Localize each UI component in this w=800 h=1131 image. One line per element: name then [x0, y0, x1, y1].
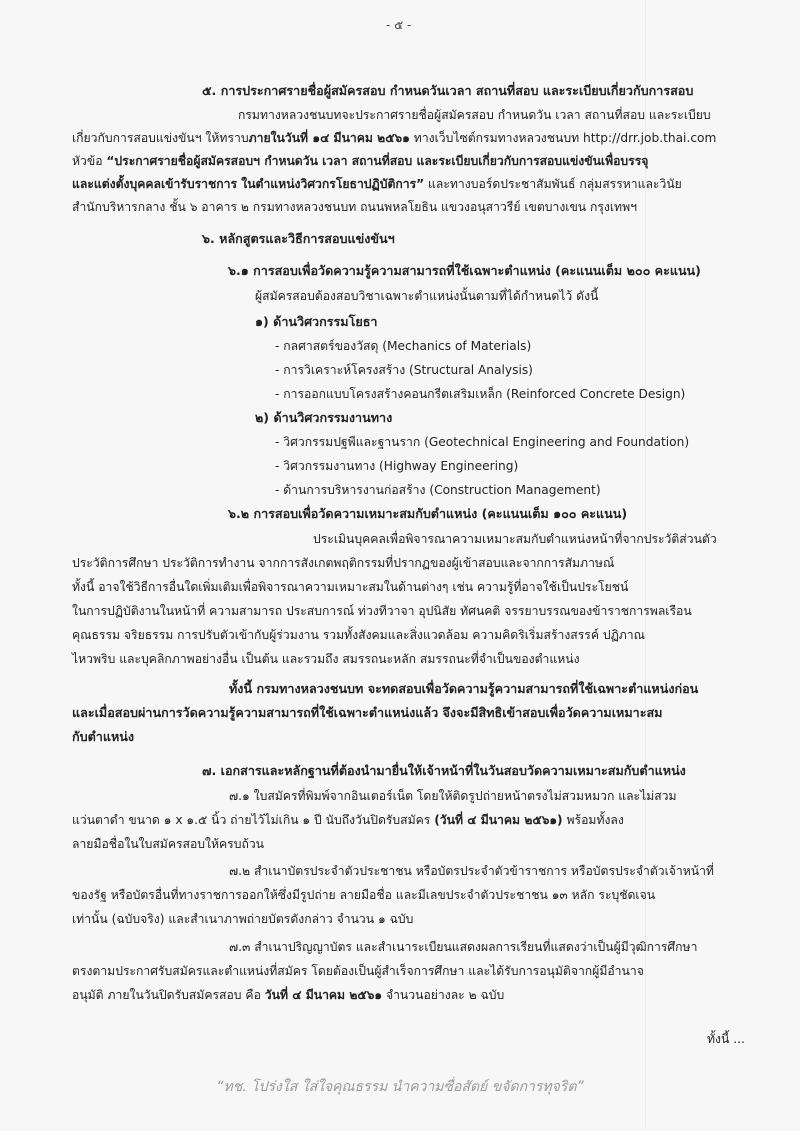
section6-2-line: ประเมินบุคคลเพื่อพิจารณาความเหมาะสมกับตำแหน่งหน้าที่จากประวัติส่วนตัว	[313, 532, 717, 546]
group2-item: - วิศวกรรมงานทาง (Highway Engineering)	[275, 459, 519, 473]
section6-2-line: คุณธรรม จริยธรรม การปรับตัวเข้ากับผู้ร่วมงาน รวมทั้งสังคมและสิ่งแวดล้อม ความคิดริเริ่มสร้างสรรค์ ปฏิภาณ	[72, 628, 645, 642]
topic-title-cont: และแต่งตั้งบุคคลเข้ารับราชการ ในตำแหน่งวิศวกรโยธาปฏิบัติการ”	[72, 177, 425, 191]
section6-2-heading: ๖.๒ การสอบเพื่อวัดความเหมาะสมกับตำแหน่ง (คะแนนเต็ม ๑๐๐ คะแนน)	[228, 506, 628, 521]
deadline-date: วันที่ ๔ มีนาคม ๒๕๖๑	[264, 988, 383, 1002]
section7-2-line1: ๗.๒ สำเนาบัตรประจำตัวประชาชน หรือบัตรประจำตัวข้าราชการ หรือบัตรประจำตัวเจ้าหน้าที่	[229, 864, 714, 878]
group1-title: ๑) ด้านวิศวกรรมโยธา	[255, 314, 378, 329]
website-link: ทางเว็บไซต์กรมทางหลวงชนบท http://drr.job.thai.com	[409, 131, 717, 145]
section5-heading: ๕. การประกาศรายชื่อผู้สมัครสอบ กำหนดวันเวลา สถานที่สอบ และระเบียบเกี่ยวกับการสอบ	[202, 83, 694, 98]
section6-2-line: ไหวพริบ และบุคลิกภาพอย่างอื่น เป็นต้น และรวมถึง สมรรถนะหลัก สมรรถนะที่จำเป็นของตำแหน่ง	[72, 652, 580, 666]
text: แว่นตาดำ ขนาด ๑ x ๑.๕ นิ้ว ถ่ายไว้ไม่เกิน ๑ ปี นับถึงวันปิดรับสมัคร	[72, 813, 435, 827]
group2-title: ๒) ด้านวิศวกรรมงานทาง	[255, 410, 393, 425]
section6-note: กับตำแหน่ง	[72, 729, 135, 744]
topic-title: “ประกาศรายชื่อผู้สมัครสอบฯ กำหนดวัน เวลา สถานที่สอบ และระเบียบเกี่ยวกับการสอบแข่งขันเพื่อบรรจุ	[106, 154, 649, 168]
section5-line5: สำนักบริหารกลาง ชั้น ๖ อาคาร ๒ กรมทางหลวงชนบท ถนนพหลโยธิน แขวงอนุสาวรีย์ เขตบางเขน กรุงเทพฯ	[72, 200, 637, 214]
section7-1-line2	[72, 811, 624, 829]
group1-item: - การออกแบบโครงสร้างคอนกรีตเสริมเหล็ก (Reinforced Concrete Design)	[275, 387, 686, 401]
section7-3-line3	[72, 986, 504, 1004]
group2-item: - วิศวกรรมปฐพีและฐานราก (Geotechnical Engineering and Foundation)	[275, 435, 690, 449]
text: หัวข้อ	[72, 154, 107, 168]
section7-heading: ๗. เอกสารและหลักฐานที่ต้องนำมายื่นให้เจ้าหน้าที่ในวันสอบวัดความเหมาะสมกับตำแหน่ง	[202, 763, 686, 778]
group1-item: - การวิเคราะห์โครงสร้าง (Structural Analysis)	[275, 363, 533, 377]
section5-line3	[72, 152, 648, 170]
group1-item: - กลศาสตร์ของวัสดุ (Mechanics of Materials)	[275, 339, 532, 353]
section6-2-line: ประวัติการศึกษา ประวัติการทำงาน จากการสังเกตพฤติกรรมที่ปรากฏของผู้เข้าสอบและจากการสัมภาษณ์	[72, 556, 615, 570]
section6-2-line: ในการปฏิบัติงานในหน้าที่ ความสามารถ ประสบการณ์ ท่วงทีวาจา อุปนิสัย ทัศนคติ จรรยาบรรณของข้าราชการพลเรือน	[72, 604, 692, 618]
text: และทางบอร์ดประชาสัมพันธ์ กลุ่มสรรหาและวินัย	[424, 177, 682, 191]
section6-note: ทั้งนี้ กรมทางหลวงชนบท จะทดสอบเพื่อวัดความรู้ความสามารถที่ใช้เฉพาะตำแหน่งก่อน	[229, 681, 699, 696]
section7-3-line1: ๗.๓ สำเนาปริญญาบัตร และสำเนาระเบียนแสดงผลการเรียนที่แสดงว่าเป็นผู้มีวุฒิการศึกษา	[229, 940, 698, 954]
section7-2-line3: เท่านั้น (ฉบับจริง) และสำเนาภาพถ่ายบัตรดังกล่าว จำนวน ๑ ฉบับ	[72, 912, 414, 926]
footer-slogan: “ทช. โปร่งใส ใส่ใจคุณธรรม นำความซื่อสัตย์ ขจัดการทุจริต”	[216, 1079, 584, 1095]
section6-note: และเมื่อสอบผ่านการวัดความรู้ความสามารถที่ใช้เฉพาะตำแหน่งแล้ว จึงจะมีสิทธิเข้าสอบเพื่อวัดความเหมาะสม	[72, 705, 663, 720]
section7-1-line1: ๗.๑ ใบสมัครที่พิมพ์จากอินเตอร์เน็ต โดยให้ติดรูปถ่ายหน้าตรงไม่สวมหมวก และไม่สวม	[229, 789, 677, 803]
section6-heading: ๖. หลักสูตรและวิธีการสอบแข่งขันฯ	[202, 231, 395, 246]
continuation-marker: ทั้งนี้ ...	[707, 1032, 745, 1046]
section6-2-line: ทั้งนี้ อาจใช้วิธีการอื่นใดเพิ่มเติมเพื่อพิจารณาความเหมาะสมในด้านต่างๆ เช่น ความรู้ที่อาจใช้เป็นประโยชน์	[72, 580, 629, 594]
deadline-date: (วันที่ ๔ มีนาคม ๒๕๖๑)	[434, 813, 563, 827]
section5-line2	[72, 129, 716, 147]
section6-1-intro: ผู้สมัครสอบต้องสอบวิชาเฉพาะตำแหน่งนั้นตามที่ได้กำหนดไว้ ดังนี้	[255, 289, 599, 303]
group2-item: - ด้านการบริหารงานก่อสร้าง (Construction Management)	[275, 483, 601, 497]
text: อนุมัติ ภายในวันปิดรับสมัครสอบ คือ	[72, 988, 265, 1002]
section7-2-line2: ของรัฐ หรือบัตรอื่นที่ทางราชการออกให้ซึ่งมีรูปถ่าย ลายมือชื่อ และมีเลขประจำตัวประชาชน ๑๓ หลัก ระบุชัดเจน	[72, 888, 656, 902]
page-number: - ๕ -	[386, 18, 412, 32]
text: เกี่ยวกับการสอบแข่งขันฯ ให้ทราบ	[72, 131, 249, 145]
section6-1-heading: ๖.๑ การสอบเพื่อวัดความรู้ความสามารถที่ใช้เฉพาะตำแหน่ง (คะแนนเต็ม ๒๐๐ คะแนน)	[228, 263, 701, 278]
section5-line1: กรมทางหลวงชนบทจะประกาศรายชื่อผู้สมัครสอบ กำหนดวัน เวลา สถานที่สอบ และระเบียบ	[238, 108, 711, 122]
section7-3-line2: ตรงตามประกาศรับสมัครและตำแหน่งที่สมัคร โดยต้องเป็นผู้สำเร็จการศึกษา และได้รับการอนุมัติจากผู้มีอำนาจ	[72, 964, 644, 978]
section5-line4	[72, 175, 682, 193]
section7-1-line3: ลายมือชื่อในใบสมัครสอบให้ครบถ้วน	[72, 837, 265, 851]
announce-date: ภายในวันที่ ๑๔ มีนาคม ๒๕๖๑	[248, 131, 410, 145]
text: พร้อมทั้งลง	[562, 813, 624, 827]
text: จำนวนอย่างละ ๒ ฉบับ	[382, 988, 505, 1002]
